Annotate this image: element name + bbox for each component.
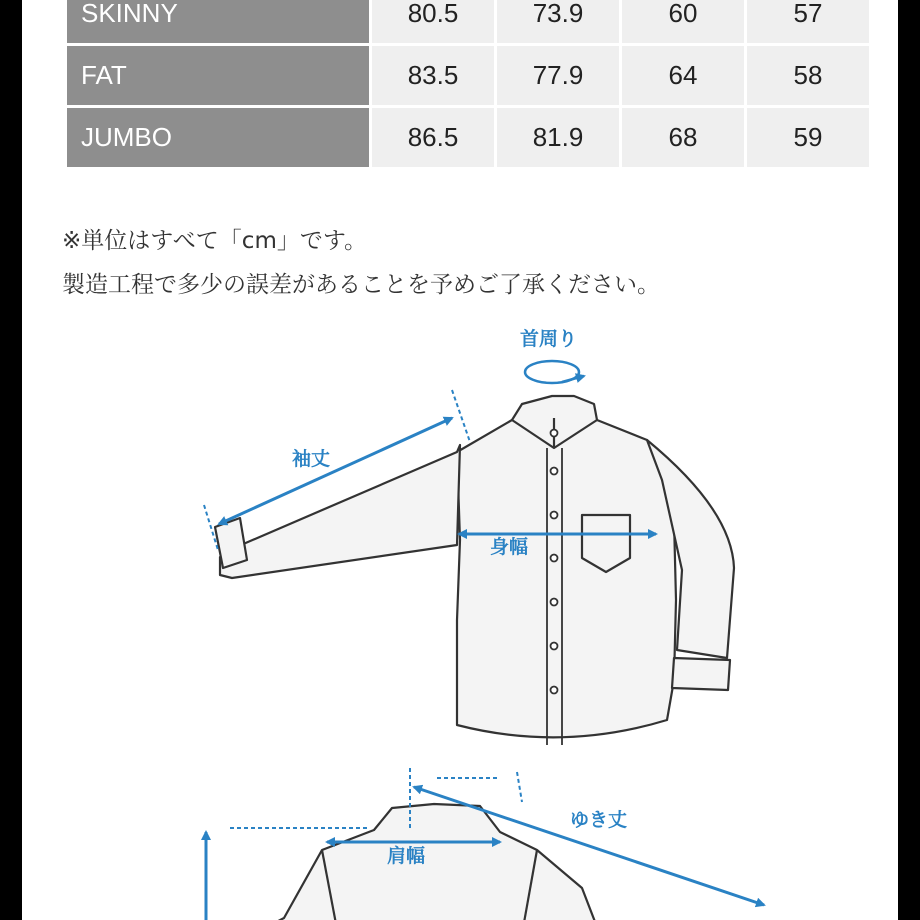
size-value-cell: 68	[622, 108, 744, 167]
right-cuff	[672, 658, 730, 690]
size-value-cell: 77.9	[497, 46, 619, 105]
shirt-measurement-diagram	[22, 0, 898, 920]
neck-arrow	[562, 376, 584, 382]
size-value-cell: 86.5	[372, 108, 494, 167]
size-value-cell: 58	[747, 46, 869, 105]
tolerance-note: 製造工程で多少の誤差があることを予めご了承ください。	[62, 272, 660, 298]
left-sleeve	[220, 445, 460, 578]
size-name-cell: SKINNY	[67, 0, 369, 43]
chest-pocket	[582, 515, 630, 572]
size-name-cell: JUMBO	[67, 108, 369, 167]
shoulder-width-label: 肩幅	[387, 845, 426, 867]
size-name-cell: FAT	[67, 46, 369, 105]
size-value-cell: 64	[622, 46, 744, 105]
shirt-body	[457, 420, 676, 737]
sleeve-length-label: 袖丈	[292, 448, 331, 470]
unit-note: ※単位はすべて「cm」です。	[62, 228, 368, 254]
size-guide-page	[22, 0, 898, 920]
size-value-cell: 59	[747, 108, 869, 167]
size-value-cell: 81.9	[497, 108, 619, 167]
size-value-cell: 57	[747, 0, 869, 43]
size-value-cell: 60	[622, 0, 744, 43]
size-value-cell: 73.9	[497, 0, 619, 43]
size-value-cell: 83.5	[372, 46, 494, 105]
neck-label: 首周り	[520, 328, 578, 350]
body-width-label: 身幅	[490, 536, 529, 558]
size-value-cell: 80.5	[372, 0, 494, 43]
yuki-length-label: ゆき丈	[570, 809, 628, 831]
